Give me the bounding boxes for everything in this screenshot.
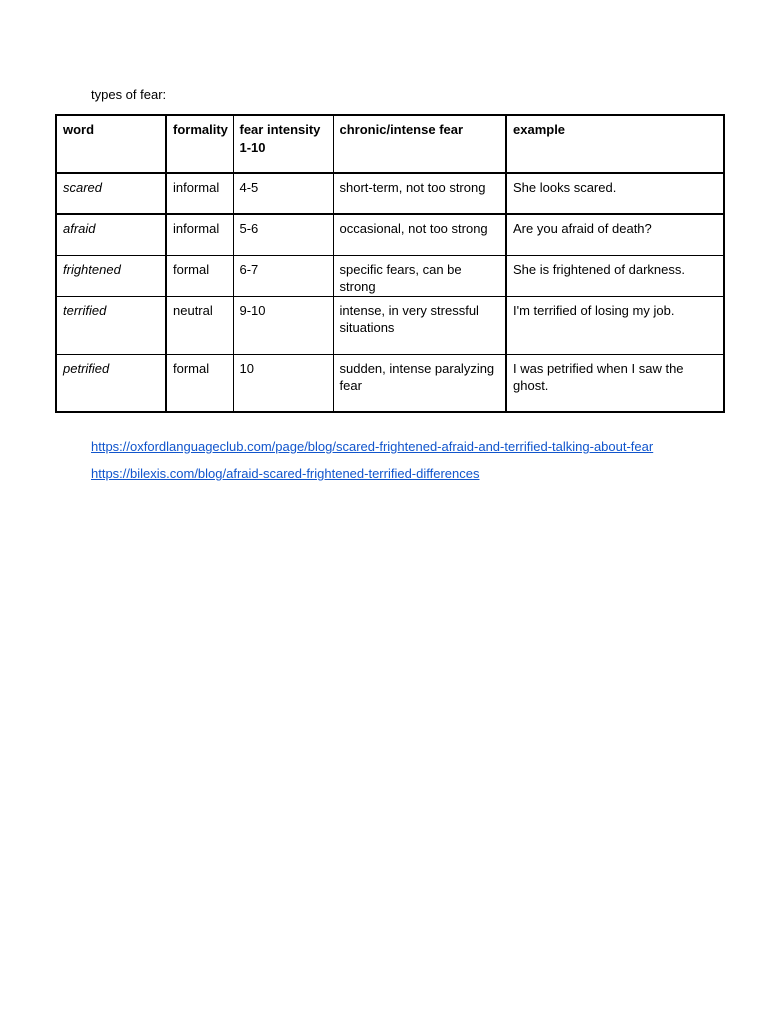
cell-chronic: sudden, intense paralyzing fear [333, 354, 506, 412]
cell-word: afraid [56, 214, 166, 255]
table-row [56, 255, 724, 296]
cell-word: scared [56, 173, 166, 214]
header-word: word [56, 115, 166, 173]
cell-formality: formal [166, 255, 233, 296]
cell-intensity: 6-7 [233, 255, 333, 296]
link-bilexis[interactable]: https://bilexis.com/blog/afraid-scared-frightened-terrified-differences [91, 466, 480, 481]
reference-links [91, 438, 653, 492]
link-oxfordlanguageclub[interactable]: https://oxfordlanguageclub.com/page/blog/scared-frightened-afraid-and-terrified-talking-about-fear [91, 439, 654, 454]
cell-word: terrified [56, 296, 166, 354]
cell-intensity: 4-5 [233, 173, 333, 214]
header-example: example [506, 115, 724, 173]
cell-example: I was petrified when I saw the ghost. [506, 354, 724, 412]
fear-types-table [55, 114, 725, 413]
table-row [56, 354, 724, 412]
cell-word: petrified [56, 354, 166, 412]
cell-example: I'm terrified of losing my job. [506, 296, 724, 354]
cell-example: She is frightened of darkness. [506, 255, 724, 296]
table-row [56, 214, 724, 255]
cell-formality: informal [166, 214, 233, 255]
cell-chronic: occasional, not too strong [333, 214, 506, 255]
cell-intensity: 10 [233, 354, 333, 412]
cell-intensity: 9-10 [233, 296, 333, 354]
table-header-row [56, 115, 724, 173]
table-row [56, 296, 724, 354]
cell-intensity: 5-6 [233, 214, 333, 255]
cell-chronic: short-term, not too strong [333, 173, 506, 214]
cell-formality: informal [166, 173, 233, 214]
cell-formality: formal [166, 354, 233, 412]
header-chronic-intense: chronic/intense fear [333, 115, 506, 173]
cell-chronic: specific fears, can be strong [333, 255, 506, 296]
table-row [56, 173, 724, 214]
cell-example: She looks scared. [506, 173, 724, 214]
cell-chronic: intense, in very stressful situations [333, 296, 506, 354]
cell-formality: neutral [166, 296, 233, 354]
cell-word: frightened [56, 255, 166, 296]
cell-example: Are you afraid of death? [506, 214, 724, 255]
document-heading: types of fear: [91, 87, 167, 102]
header-fear-intensity: fear intensity 1-10 [233, 115, 333, 173]
header-formality: formality [166, 115, 233, 173]
